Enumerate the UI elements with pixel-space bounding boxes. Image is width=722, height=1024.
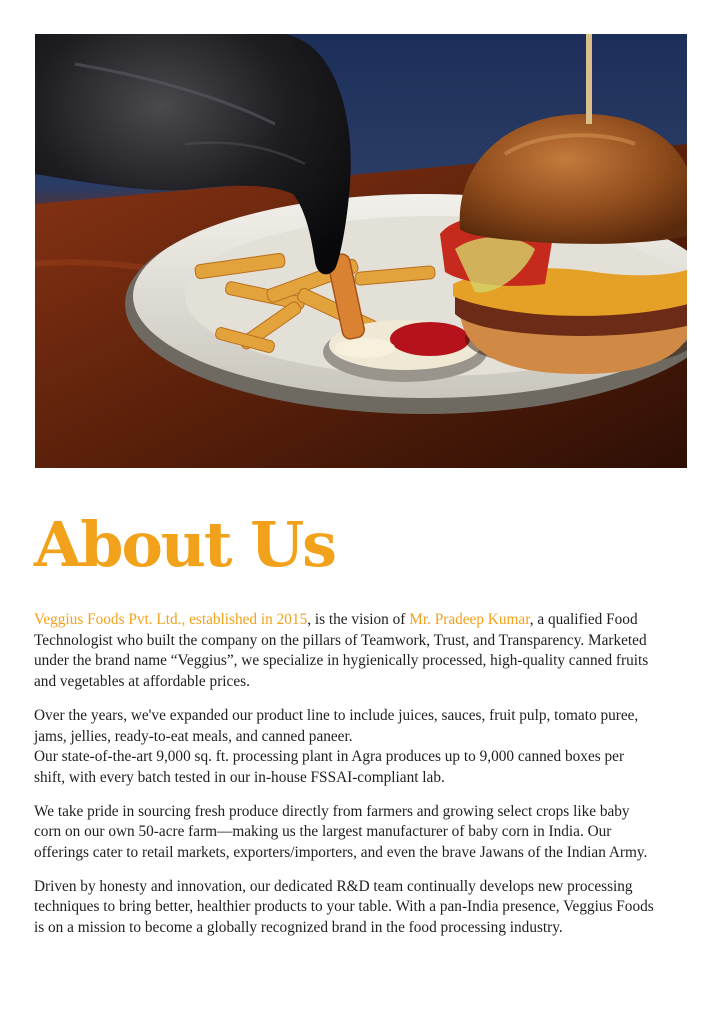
sourcing-paragraph: We take pride in sourcing fresh produce directly from farmers and growing select crops like baby corn on our own 50-acre farm—making us the largest manufacturer of baby corn in India. Our offerings cater to retail markets, exporters/importers, and even the brave Jawans of the Indian Army. (34, 802, 648, 862)
about-body (34, 610, 654, 952)
founder-name-highlight: Mr. Pradeep Kumar (409, 611, 530, 628)
products-paragraph (34, 706, 654, 789)
intro-text-a: , is the vision of (307, 611, 410, 628)
plant-line: Our state-of-the-art 9,000 sq. ft. processing plant in Agra produces up to 9,000 canned boxes per shift, with every batch tested in our in-house FSSAI-compliant lab. (34, 748, 625, 786)
hero-food-photo (35, 34, 687, 468)
intro-paragraph (34, 610, 654, 693)
company-name-highlight: Veggius Foods Pvt. Ltd., established in 2015 (34, 611, 308, 628)
burger-fries-illustration (35, 34, 687, 468)
page-title: About Us (34, 508, 336, 581)
products-line: Over the years, we've expanded our product line to include juices, sauces, fruit pulp, tomato puree, jams, jellies, ready-to-eat meals, and canned paneer. (34, 706, 639, 745)
intro-text-b: , a qualified Food Technologist who built the company on the pillars of Teamwork, Trust, and Transparency. Marketed under the brand name “Veggius”, we specialize in hygienically processed, high-quality canned fruits and vegetables at affordable prices. (34, 611, 649, 691)
mission-paragraph: Driven by honesty and innovation, our dedicated R&D team continually develops new processing techniques to bring better, healthier products to your table. With a pan-India presence, Veggius Foods is on a mission to become a globally recognized brand in the food processing industry. (34, 877, 654, 937)
